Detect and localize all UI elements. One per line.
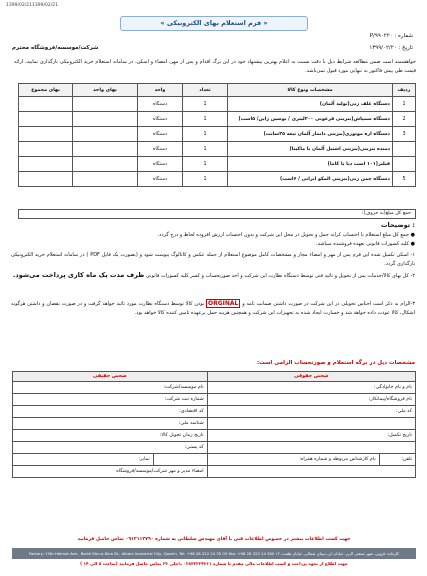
table-header-row [19, 84, 416, 97]
item-quantity: 1 [183, 172, 228, 187]
unit-price-cell[interactable] [73, 172, 138, 187]
col-header-desc: مشخصات ونوع کالا [228, 84, 393, 97]
unit-price-cell[interactable] [73, 127, 138, 142]
unit-price-cell[interactable] [73, 97, 138, 112]
real-person-field[interactable]: کد ملی: [207, 406, 415, 418]
info-row [13, 454, 416, 466]
note-paragraph-2-text: ۲- کل بهای کالا/خدمات پس از تحویل و تائید فنی توسط دستگاه نظارت این شرکت و اخذ صورتحساب و کسر کلیه کسورات قانونی [144, 273, 415, 279]
footer-finance-contact: جهت اطلاع از نحوه پرداخت و کسب اطلاعات مالی مقدم با شماره ۰۲۸۳۲۲۲۴۳۶۱ داخلی ۲۳ تماس حاصل فرمایید (ساعت ۸ الی ۱۴ ) [80, 561, 348, 566]
info-row [13, 430, 416, 442]
real-person-field[interactable] [207, 466, 415, 478]
col-header-unit-price: بهای واحد [73, 84, 138, 97]
item-unit: دستگاه [138, 172, 183, 187]
table-row [19, 142, 416, 157]
required-info-title: مشخصات ذیل در برگه استعلام و صورتحساب الزامی است: [256, 360, 415, 366]
col-header-row-no: ردیف [393, 84, 416, 97]
notes-title: توضیحات : [381, 221, 415, 229]
blank-cell [153, 454, 207, 466]
info-row [13, 418, 416, 430]
item-quantity: 1 [183, 97, 228, 112]
footer-technical-contact: جهت کسب اطلاعات بیشتر در خصوص اطلاعات فنی با آقای مهندس سلطانی به شماره ۰۹۱۲۱۱۲۷۹۰ تماس حاصل فرمایید [77, 537, 351, 542]
total-price-cell[interactable] [19, 97, 73, 112]
table-row [19, 97, 416, 112]
date-label: تاریخ : [396, 45, 413, 51]
vendor-info-header [13, 372, 416, 382]
item-unit: دستگاه [138, 97, 183, 112]
row-number: 2 [393, 112, 416, 127]
legal-field[interactable]: تاریخ زمان تحویل کالا: [13, 430, 208, 442]
info-row [13, 442, 416, 454]
table-row [19, 172, 416, 187]
recipient-line: شرکت/موسسه/فروشگاه محترم [12, 45, 99, 51]
legal-field[interactable]: کد اقتصادی: [13, 406, 208, 418]
item-description: دمنده بنزینی(بنزینی اشتیل آلمان یا ماکیتا) [228, 142, 393, 157]
col-header-unit: واحد [138, 84, 183, 97]
real-person-field[interactable]: تلفن: [379, 454, 415, 466]
row-number: 3 [393, 127, 416, 142]
item-quantity: 1 [183, 112, 228, 127]
col-header-total-price: بهای مجموع [19, 84, 73, 97]
legal-entity-header: شخص حقوقی [207, 372, 415, 382]
note-paragraph-3-rest: بودن کالا توسط دستگاه نظارت مورد تائید خواهد گرفت و در صورت نقصان و داشتن هرگونه اشکال، کالا عودت داده خواهد شد و خسارت ایجاد شده به تجهیزات این شرکت و همچنین هزینه حمل برعهده تامین کننده کالا خواهد بود. [11, 301, 415, 316]
vendor-info-table [12, 371, 416, 478]
note-paragraph-2 [11, 271, 415, 281]
item-description: دستگاه چمن زنی(بنزینی المکو ایرانی / ۶اسب) [228, 172, 393, 187]
item-description: فیلتر(۱۰۱ اسب دیا یا کاما) [228, 157, 393, 172]
timestamp-right: 1399/02/21 [32, 3, 58, 8]
original-badge: ORGINAL [208, 300, 239, 307]
real-person-field[interactable] [207, 418, 415, 430]
item-description: دستگاه علف زنی(تولید آلمان) [228, 97, 393, 112]
sum-total-words: جمع کل مبلغ(به حروف): [18, 209, 416, 219]
fax-field[interactable]: نمابر: [13, 454, 154, 466]
legal-field[interactable]: امضاء مدیر و مهر شرکت/موسسه/فروشگاه [13, 466, 208, 478]
item-unit: دستگاه [138, 112, 183, 127]
total-price-cell[interactable] [19, 157, 73, 172]
expert-contact-field[interactable]: نام کارشناس مربوطه و شماره همراه: [207, 454, 379, 466]
real-person-field[interactable]: تاریخ تکمیل: [207, 430, 415, 442]
real-person-header: شخص حقیقی [13, 372, 208, 382]
note-paragraph-1: ۱- اسکن تکمیل شده این فرم پس از مهر و امضاء مجاز و مشخصات کامل موضوع استعلام از جمله عکس و کاتالوگ پیوست شود و (بصورت یک فایل PDF ) در سامانه استعلام خرید الکترونیکی بارگذاری گردد. [11, 252, 415, 267]
row-number [393, 157, 416, 172]
number-value: P/۹۹۰۲۲۰ [369, 33, 393, 39]
number-line [370, 33, 413, 39]
real-person-field[interactable]: نام فروشگاه/پیمانکار: [207, 394, 415, 406]
legal-field[interactable]: نام موسسه/شرکت: [13, 382, 208, 394]
note-bullet: ● جمع کل مبلغ استعلام با احتساب کرایه حمل و تحویل در محل این شرکت و بدون احتساب ارزش افزوده لحاظ و درج گردد. [157, 232, 415, 238]
footer-address-bar: Factory: 13th Helmat Ave., North Ebn-e-Sina St., Alborz Industrial City, Qazvin, Tel: +98 28 322 24 35 05 Fax: +98 28 322 24 300 کارخانه: قزوین، شهر صنعتی البرز، خیابان ابن سینای شمالی، خیابان هلمت، ۱۳ [12, 548, 416, 559]
row-number: 1 [393, 97, 416, 112]
info-row [13, 382, 416, 394]
date-line [369, 45, 413, 51]
row-number [393, 142, 416, 157]
info-row [13, 406, 416, 418]
item-unit: دستگاه [138, 157, 183, 172]
real-person-field[interactable]: نام و نام خانوادگی: [207, 382, 415, 394]
item-description: دستگاه اره موتوری(بنزینی دانمار آلمان تیغه ۴۵سانت) [228, 127, 393, 142]
note-bullet: ● کلیه کسورات قانونی بعهده فروشنده میباشد. [316, 241, 415, 247]
info-row [13, 394, 416, 406]
item-quantity: 1 [183, 142, 228, 157]
total-price-cell[interactable] [19, 172, 73, 187]
total-price-cell[interactable] [19, 127, 73, 142]
legal-field[interactable]: کد پستی: [13, 442, 208, 454]
legal-field[interactable]: شناسه ملی: [13, 418, 208, 430]
row-number: 5 [393, 172, 416, 187]
total-price-cell[interactable] [19, 112, 73, 127]
unit-price-cell[interactable] [73, 157, 138, 172]
table-row [19, 127, 416, 142]
note-paragraph-3 [11, 300, 415, 318]
date-value: ۱۳۹۹/۰۲/۲۰ [369, 45, 397, 51]
note-paragraph-3-text: ۳-الزام به ذکر است اجناس تحویلی در این شرکت در صورت داشتن ضمانت نامه و [240, 301, 415, 307]
items-table [18, 83, 416, 187]
info-row [13, 466, 416, 478]
col-header-qty: تعداد [183, 84, 228, 97]
notes-bullets [15, 231, 415, 249]
item-unit: دستگاه [138, 142, 183, 157]
legal-field[interactable]: شماره ثبت شرکت: [13, 394, 208, 406]
timestamp-left: 1399/02/21 [6, 3, 32, 8]
table-row [19, 157, 416, 172]
real-person-field[interactable] [207, 442, 415, 454]
item-description: دستگاه سمپاش(بنزینی فرغونی ۲۰۰لیتری / یوسین ژاپن/ ۵اسب) [228, 112, 393, 127]
number-label: شماره : [392, 33, 413, 39]
item-quantity: 1 [183, 157, 228, 172]
unit-price-cell[interactable] [73, 142, 138, 157]
total-price-cell[interactable] [19, 142, 73, 157]
table-row [19, 112, 416, 127]
item-unit: دستگاه [138, 127, 183, 142]
payment-term: ظرف مدت یک ماه کاری پرداخت می‌شود. [12, 271, 145, 279]
unit-price-cell[interactable] [73, 112, 138, 127]
form-title: « فرم استعلام بهای الکترونیکی » [120, 16, 308, 31]
item-quantity: 1 [183, 127, 228, 142]
intro-text: خواهشمند است ضمن مطالعه شرایط ذیل با دقت نسبت به اعلام بهترین پیشنهاد خود در این برگ اقدام و پس از مهر، امضاء و اسکن، در سامانه استعلام خرید الکترونیکی بارگذاری نمایید، ارائه قیمت طی پیش فاکتور به تنهایی مورد قبول نمی‌باشد. [14, 59, 416, 74]
